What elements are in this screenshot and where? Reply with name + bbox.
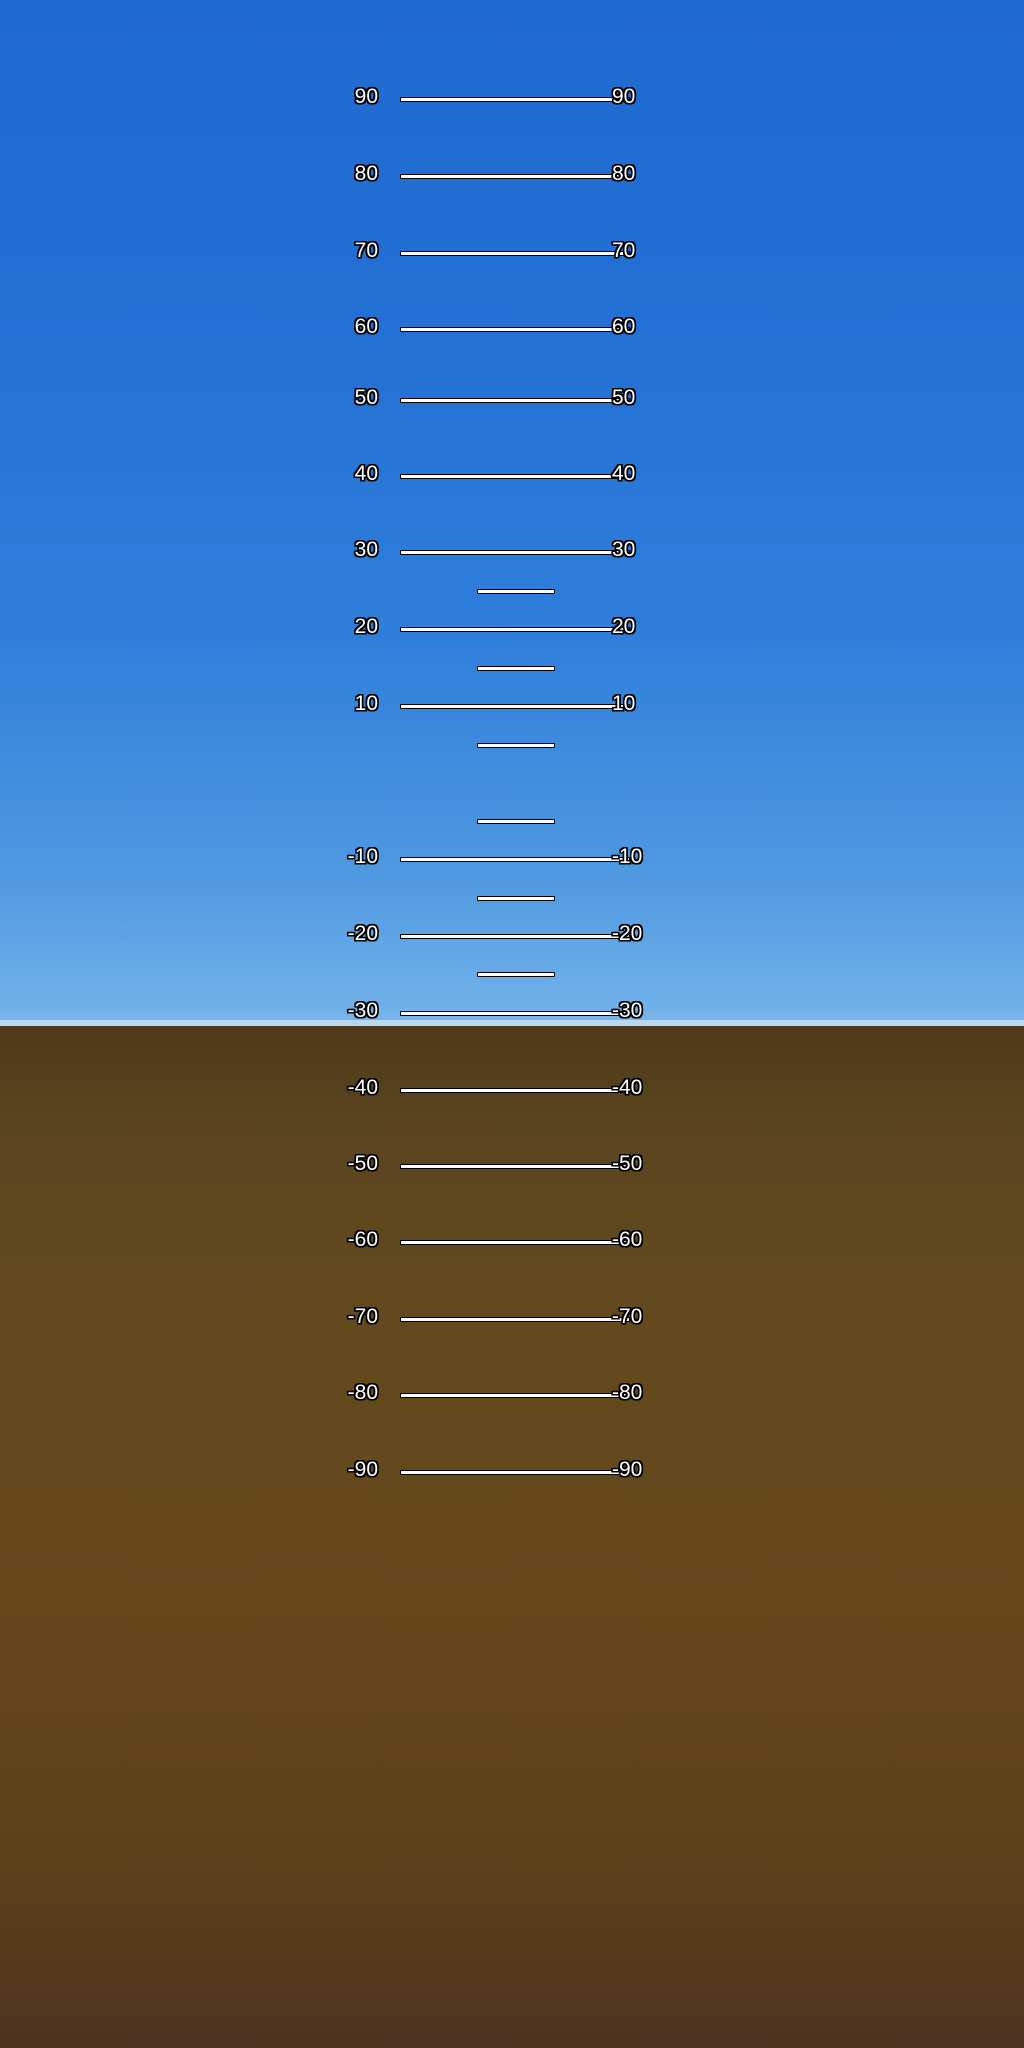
pitch-label-left: 90 — [354, 85, 378, 108]
pitch-label-left: 60 — [354, 315, 378, 338]
pitch-label-left: -50 — [347, 1152, 378, 1175]
pitch-rung-bar — [477, 972, 555, 977]
pitch-rung-bar — [477, 743, 555, 748]
pitch-label-left: 20 — [354, 615, 378, 638]
pitch-label-right: -80 — [612, 1381, 643, 1404]
pitch-rung-bar — [477, 819, 555, 824]
pitch-rung-bar — [400, 627, 630, 632]
pitch-rung-bar — [477, 666, 555, 671]
pitch-label-right: -90 — [612, 1458, 643, 1481]
pitch-label-left: -90 — [347, 1458, 378, 1481]
pitch-rung-bar — [477, 896, 555, 901]
pitch-label-right: -40 — [612, 1076, 643, 1099]
pitch-rung-bar — [400, 174, 630, 179]
pitch-label-right: -70 — [612, 1305, 643, 1328]
pitch-rung-bar — [400, 251, 630, 256]
pitch-rung-bar — [400, 1164, 630, 1169]
pitch-rung-bar — [400, 1011, 630, 1016]
pitch-label-left: -60 — [347, 1228, 378, 1251]
pitch-label-right: 80 — [612, 162, 636, 185]
pitch-label-left: 40 — [354, 462, 378, 485]
pitch-label-right: -50 — [612, 1152, 643, 1175]
pitch-rung-bar — [400, 474, 630, 479]
pitch-label-right: -10 — [612, 845, 643, 868]
pitch-rung-bar — [400, 934, 630, 939]
pitch-label-left: 80 — [354, 162, 378, 185]
pitch-rung-bar — [400, 1317, 630, 1322]
pitch-label-left: -80 — [347, 1381, 378, 1404]
pitch-label-right: 60 — [612, 315, 636, 338]
pitch-rung-bar — [400, 857, 630, 862]
pitch-label-left: -10 — [347, 845, 378, 868]
pitch-label-left: -40 — [347, 1076, 378, 1099]
pitch-label-right: 90 — [612, 85, 636, 108]
pitch-label-right: -20 — [612, 922, 643, 945]
pitch-rung-bar — [400, 1240, 630, 1245]
pitch-label-left: -30 — [347, 999, 378, 1022]
pitch-rung-bar — [400, 550, 630, 555]
pitch-label-right: 20 — [612, 615, 636, 638]
pitch-rung-bar — [400, 327, 630, 332]
pitch-label-right: 50 — [612, 386, 636, 409]
pitch-rung-bar — [400, 97, 630, 102]
pitch-label-left: 30 — [354, 538, 378, 561]
pitch-label-right: 40 — [612, 462, 636, 485]
pitch-label-left: 50 — [354, 386, 378, 409]
pitch-rung-bar — [400, 1470, 630, 1475]
pitch-label-right: 30 — [612, 538, 636, 561]
pitch-rung-bar — [400, 704, 630, 709]
pitch-label-right: -30 — [612, 999, 643, 1022]
pitch-label-left: 10 — [354, 692, 378, 715]
pitch-rung-bar — [477, 589, 555, 594]
pitch-rung-bar — [400, 398, 630, 403]
pitch-label-left: -70 — [347, 1305, 378, 1328]
pitch-label-left: -20 — [347, 922, 378, 945]
pitch-label-right: 10 — [612, 692, 636, 715]
pitch-label-right: -60 — [612, 1228, 643, 1251]
pitch-rung-bar — [400, 1393, 630, 1398]
pitch-label-right: 70 — [612, 239, 636, 262]
pitch-label-left: 70 — [354, 239, 378, 262]
pitch-rung-bar — [400, 1088, 630, 1093]
